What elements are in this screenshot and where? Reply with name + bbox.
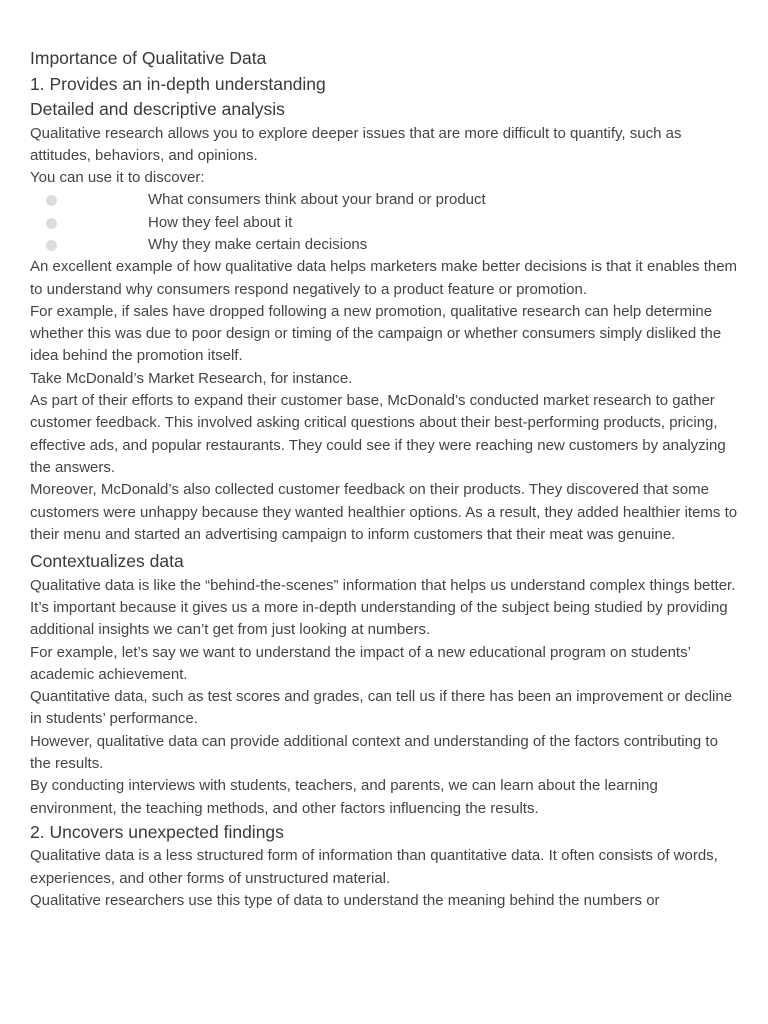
bullet-dot-icon — [46, 218, 57, 229]
subheading-contextualizes-data: Contextualizes data — [30, 551, 184, 572]
bullet-dot-icon — [46, 195, 57, 206]
paragraph: Moreover, McDonald’s also collected customer feedback on their products. They discovered that some customers were unhappy because they wanted healthier options. As a result, they added healthier items to their menu and started an advertising campaign to inform customers that their meat was genuine. — [30, 481, 738, 543]
list-item — [30, 234, 738, 256]
paragraph: An excellent example of how qualitative data helps marketers make better decisions is that it enables them to understand why consumers respond negatively to a product feature or promotion. — [30, 258, 738, 298]
list-item — [30, 189, 738, 211]
section-heading-in-depth-understanding: 1. Provides an in-depth understanding — [30, 73, 326, 94]
paragraph: You can use it to discover: — [30, 169, 205, 187]
paragraph: For example, if sales have dropped following a new promotion, qualitative research can help determine whether this was due to poor design or timing of the campaign or whether consumers simply disliked the idea behind the promotion itself. — [30, 302, 722, 365]
document-title: Importance of Qualitative Data — [30, 48, 267, 68]
paragraph: As part of their efforts to expand their customer base, McDonald’s conducted market research to gather customer feedback. This involved asking critical questions about their best-performing products, pricing, effective ads, and popular restaurants. They could see if they were reaching new customers by analyzing the answers. — [30, 392, 726, 476]
list-item-text: How they feel about it — [148, 213, 293, 231]
paragraph: Qualitative data is like the “behind-the-scenes” information that helps us understand complex things better. It’s important because it gives us a more in-depth understanding of the subject being studied by providing additional insights we can’t get from just looking at numbers. — [30, 576, 736, 639]
paragraph: Qualitative data is a less structured form of information than quantitative data. It often consists of words, experiences, and other forms of unstructured material. — [30, 847, 718, 887]
list-item — [30, 212, 738, 234]
discover-bullet-list — [30, 189, 738, 256]
list-item-text: Why they make certain decisions — [148, 235, 368, 253]
subheading-detailed-analysis: Detailed and descriptive analysis — [30, 99, 285, 119]
list-item-text: What consumers think about your brand or product — [148, 191, 486, 209]
paragraph: For example, let’s say we want to understand the impact of a new educational program on students’ academic achievement. — [30, 643, 691, 683]
paragraph: Take McDonald’s Market Research, for instance. — [30, 369, 353, 387]
section-heading-unexpected-findings: 2. Uncovers unexpected findings — [30, 821, 284, 842]
paragraph: Qualitative researchers use this type of data to understand the meaning behind the numbers or — [30, 892, 660, 909]
bullet-dot-icon — [46, 240, 57, 251]
paragraph: Qualitative research allows you to explore deeper issues that are more difficult to quantify, such as attitudes, behaviors, and opinions. — [30, 124, 682, 164]
paragraph: By conducting interviews with students, teachers, and parents, we can learn about the learning environment, the teaching methods, and other factors influencing the results. — [30, 777, 658, 817]
paragraph: Quantitative data, such as test scores and grades, can tell us if there has been an improvement or decline in students’ performance. — [30, 688, 733, 728]
paragraph: However, qualitative data can provide additional context and understanding of the factors contributing to the results. — [30, 732, 718, 773]
